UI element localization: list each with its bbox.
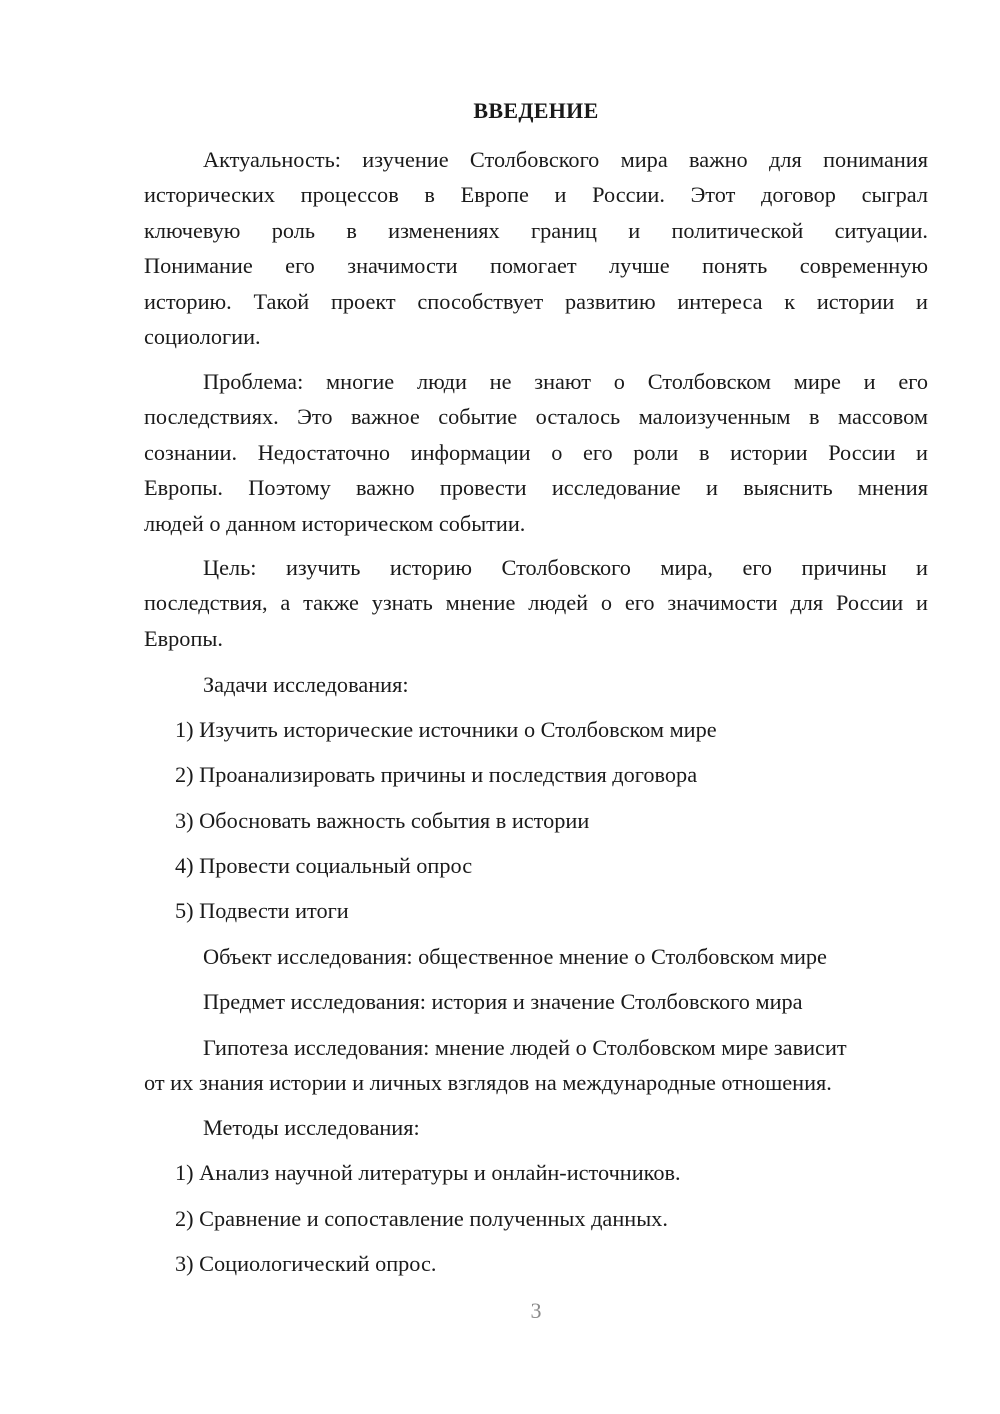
method-item: 1) Анализ научной литературы и онлайн-источников. [175,1160,681,1185]
task-item: 4) Провести социальный опрос [175,853,473,878]
methods-heading: Методы исследования: [203,1115,420,1140]
paragraph-line: социологии. [144,323,261,349]
paragraph-line: Проблема: многие люди не знают о Столбовском мире и его [203,369,928,394]
paragraph-line: Европы. [144,625,223,651]
paragraph-line: от их знания истории и личных взглядов на международные отношения. [144,1070,832,1096]
task-item: 3) Обосновать важность события в истории [175,808,590,833]
hypothesis-paragraph [144,1030,928,1101]
paragraph-line: ключевую роль в изменениях границ и политической ситуации. [144,217,928,243]
goal-paragraph [144,550,928,656]
paragraph-line: людей о данном историческом событии. [144,510,526,536]
relevance-paragraph [144,142,928,354]
task-item: 5) Подвести итоги [175,898,349,923]
paragraph-line: историю. Такой проект способствует развитию интереса к истории и [144,288,928,314]
tasks-heading: Задачи исследования: [203,672,409,697]
paragraph-line: Европы. Поэтому важно провести исследование и выяснить мнения [144,475,928,501]
problem-paragraph [144,364,928,541]
paragraph-line: Цель: изучить историю Столбовского мира, его причины и [203,555,928,580]
section-title: ВВЕДЕНИЕ [473,98,599,123]
method-item: 2) Сравнение и сопоставление полученных данных. [175,1206,668,1231]
task-item: 2) Проанализировать причины и последствия договора [175,762,698,787]
paragraph-line: исторических процессов в Европе и России. Этот договор сыграл [144,182,928,208]
paragraph-line: Актуальность: изучение Столбовского мира важно для понимания [203,147,928,172]
paragraph-line: Понимание его значимости помогает лучше понять современную [144,253,928,279]
paragraph-line: Гипотеза исследования: мнение людей о Столбовском мире зависит [203,1035,847,1060]
task-item: 1) Изучить исторические источники о Столбовском мире [175,717,717,742]
research-object: Объект исследования: общественное мнение о Столбовском мире [203,944,827,969]
paragraph-line: сознании. Недостаточно информации о его роли в истории России и [144,439,928,465]
method-item: 3) Социологический опрос. [175,1251,437,1276]
page-number: 3 [530,1298,542,1323]
paragraph-line: последствиях. Это важное событие осталось малоизученным в массовом [144,404,928,430]
research-subject: Предмет исследования: история и значение Столбовского мира [203,989,803,1014]
paragraph-line: последствия, а также узнать мнение людей о его значимости для России и [144,590,928,616]
